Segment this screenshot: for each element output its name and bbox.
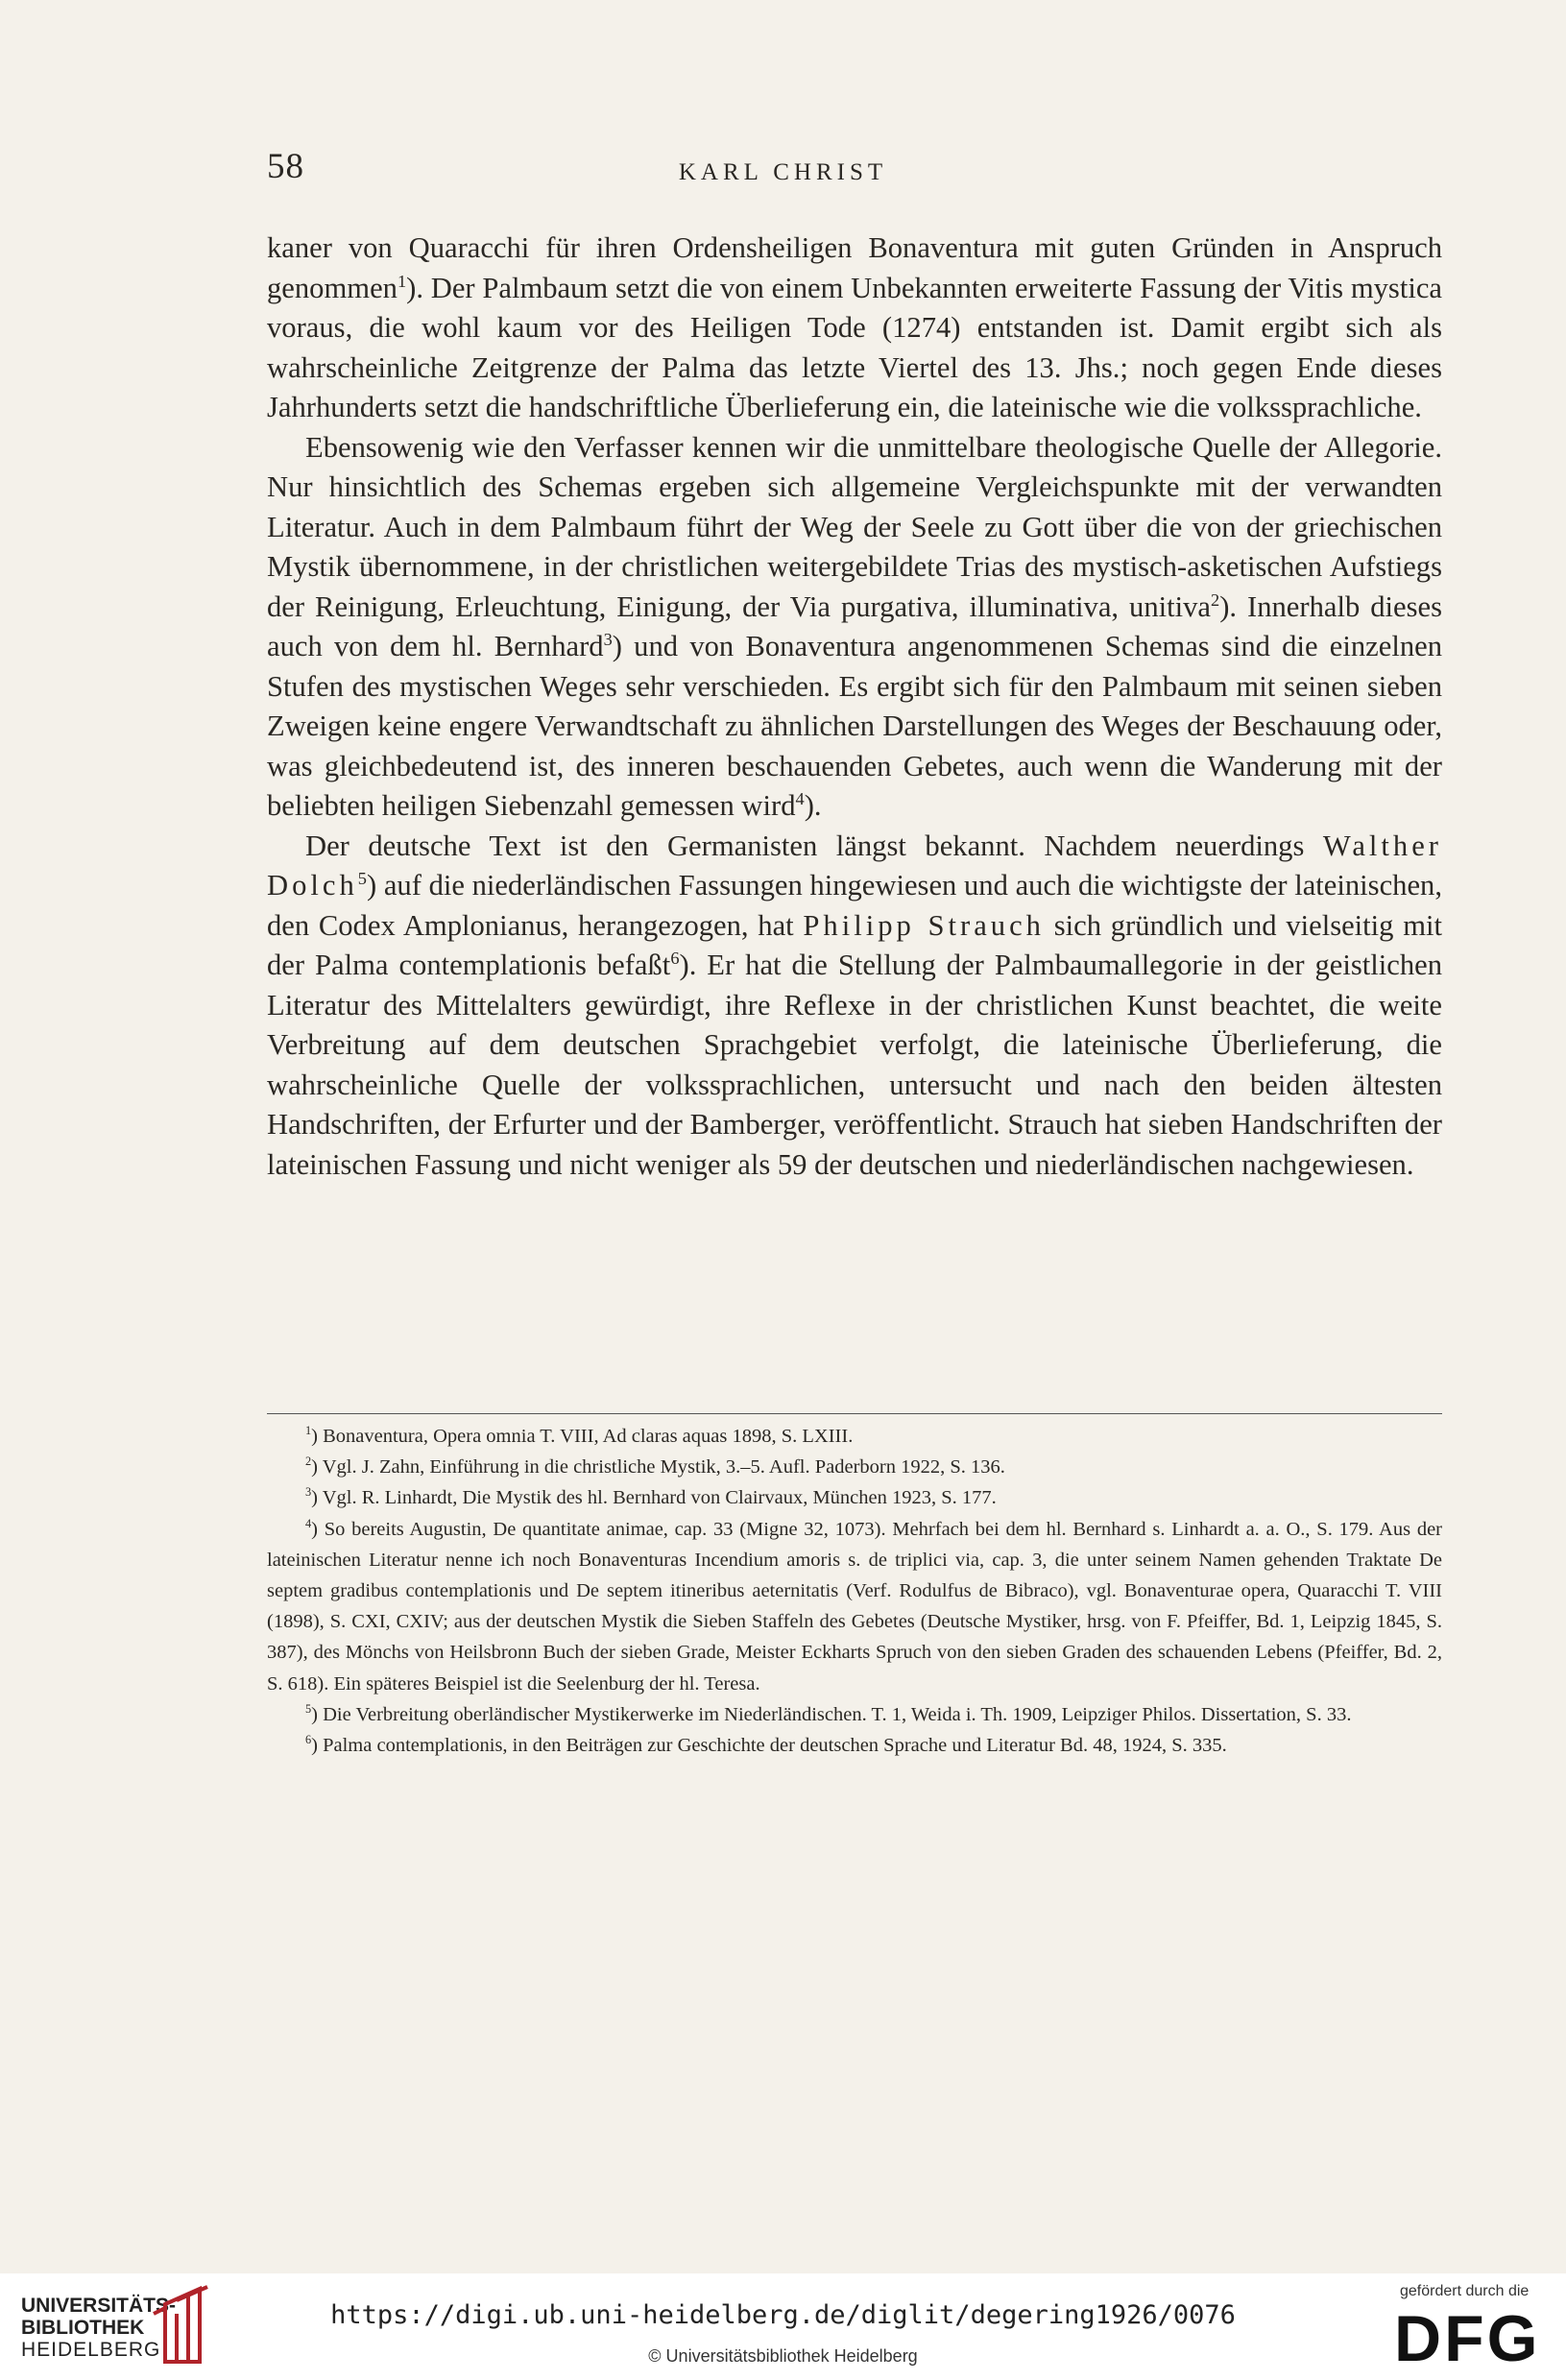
footnote-ref-4[interactable]: 4 bbox=[795, 788, 805, 808]
footnote-6: $^6$) Palma contemplationis, in den Beiträgen zur Geschichte der deutschen Sprache und Literatur Bd. 48, 1924, S. 335. bbox=[305, 1733, 1227, 1757]
page-number: 58 bbox=[267, 147, 304, 186]
footnote-1: $^1$) Bonaventura, Opera omnia T. VIII, Ad claras aquas 1898, S. LXIII. bbox=[305, 1424, 854, 1447]
footnote-5: $^5$) Die Verbreitung oberländischer Mystikerwerke im Niederländischen. T. 1, Weida i. Th. 1909, Leipziger Philos. Dissertation, S. 33. bbox=[305, 1702, 1352, 1725]
paragraph-2: Ebensowenig wie den Verfasser kennen wir die unmittelbare theologische Quelle der Allegorie. Nur hinsichtlich des Schemas ergeben sich allgemeine Vergleichspunkte mit der verwandten Literatur. Auch in dem Palmbaum führt der Weg der Seele zu Gott über die von der griechischen Mystik übernommene, in der christlichen weitergebildete Trias des mystisch-asketischen Aufstiegs der Reinigung, Erleuchtung, Einigung, der Via purgativa, illuminativa, unitiva$^2$). Innerhalb dieses auch von dem hl. Bernhard$^3$) und von Bonaventura angenommenen Schemas sind die einzelnen Stufen des mystischen Weges sehr verschieden. Es ergibt sich für den Palmbaum mit seinen sieben Zweigen keine engere Verwandtschaft zu ähnlichen Darstellungen des Weges der Beschauung oder, was gleichbedeutend ist, des inneren beschauenden Gebetes, auch wenn die Wanderung mit der beliebten heiligen Siebenzahl gemessen wird$^4$). bbox=[267, 430, 1443, 822]
copyright-notice: © Universitätsbibliothek Heidelberg bbox=[648, 2346, 918, 2366]
body-text bbox=[267, 228, 1442, 1185]
footnote-4: $^4$) So bereits Augustin, De quantitate animae, cap. 33 (Migne 32, 1073). Mehrfach bei dem hl. Bernhard s. Linhardt a. a. O., S. 179. Aus der lateinischen Literatur nenne ich noch Bonaventuras Incendium amoris s. de triplici via, cap. 3, die unter seinem Namen gehenden Traktate De septem gradibus contemplationis und De septem itineribus aeternitatis (Verf. Rodulfus de Bibraco), vgl. Bonaventurae opera, Quaracchi T. VIII (1898), S. CXI, CXIV; aus der deutschen Mystik die Sieben Staffeln des Gebetes (Deutsche Mystiker, hrsg. von F. Pfeiffer, Bd. 1, Leipzig 1845, S. 387), des Mönchs von Heilsbronn Buch der sieben Grade, Meister Eckharts Spruch von den sieben Graden des schauenden Lebens (Pfeiffer, Bd. 2, S. 618). Ein späteres Beispiel ist die Seelenburg der hl. Teresa. bbox=[267, 1516, 1442, 1695]
footnote-ref-2[interactable]: 2 bbox=[1211, 589, 1220, 610]
permalink-url[interactable]: https://digi.ub.uni-heidelberg.de/diglit/degering1926/0076 bbox=[330, 2300, 1236, 2330]
footnote-ref-6[interactable]: 6 bbox=[670, 948, 680, 968]
dfg-logo[interactable]: DFG bbox=[1394, 2302, 1541, 2375]
footer-bar bbox=[0, 2273, 1566, 2380]
library-name-line-1: UNIVERSITÄTS- bbox=[21, 2295, 177, 2317]
funding-caption: gefördert durch die bbox=[1400, 2283, 1530, 2299]
library-name-line-2: BIBLIOTHEK bbox=[21, 2317, 145, 2339]
footnote-2: $^2$) Vgl. J. Zahn, Einführung in die christliche Mystik, 3.–5. Aufl. Paderborn 1922, S. 136. bbox=[305, 1454, 1005, 1478]
footnote-ref-5[interactable]: 5 bbox=[357, 868, 367, 888]
paragraph-3: Der deutsche Text ist den Germanisten längst bekannt. Nachdem neuerdings Walther Dolch$^5$) auf die niederländischen Fassungen hingewiesen und auch die wichtigste der lateinischen, den Codex Amplonianus, herangezogen, hat Philipp Strauch sich gründlich und vielseitig mit der Palma contemplationis befaßt$^6$). Er hat die Stellung der Palmbaumallegorie in der geistlichen Literatur des Mittelalters gewürdigt, ihre Reflexe in der christlichen Kunst beachtet, die weite Verbreitung auf dem deutschen Sprachgebiet verfolgt, die lateinische Überlieferung, die wahrscheinliche Quelle der volkssprachlichen, untersucht und nach den beiden ältesten Handschriften, der Erfurter und der Bamberger, veröffentlicht. Strauch hat sieben Handschriften der lateinischen Fassung und nicht weniger als 59 der deutschen und niederländischen nachgewiesen. bbox=[267, 829, 1443, 1181]
footnote-3: $^3$) Vgl. R. Linhardt, Die Mystik des hl. Bernhard von Clairvaux, München 1923, S. 177. bbox=[305, 1485, 997, 1509]
running-head: KARL CHRIST bbox=[678, 159, 888, 185]
author-name-dolch: Walther Dolch bbox=[267, 829, 1442, 902]
library-name-line-3: HEIDELBERG bbox=[21, 2339, 161, 2361]
footnote-divider bbox=[267, 1413, 1442, 1414]
author-name-strauch: Philipp Strauch bbox=[803, 908, 1045, 942]
paragraph-1: kaner von Quaracchi für ihren Ordensheiligen Bonaventura mit guten Gründen in Anspruch genommen$^1$). Der Palmbaum setzt die von einem Unbekannten erweiterte Fassung der Vitis mystica voraus, die wohl kaum vor des Heiligen Tode (1274) entstanden ist. Damit ergibt sich als wahrscheinliche Zeitgrenze der Palma das letzte Viertel des 13. Jhs.; noch gegen Ende dieses Jahrhunderts setzt die handschriftliche Überlieferung ein, die lateinische wie die volkssprachliche. bbox=[267, 231, 1442, 423]
footnote-ref-1[interactable]: 1 bbox=[397, 271, 407, 291]
footnotes bbox=[267, 1421, 1442, 1761]
footnote-ref-3[interactable]: 3 bbox=[603, 629, 613, 649]
